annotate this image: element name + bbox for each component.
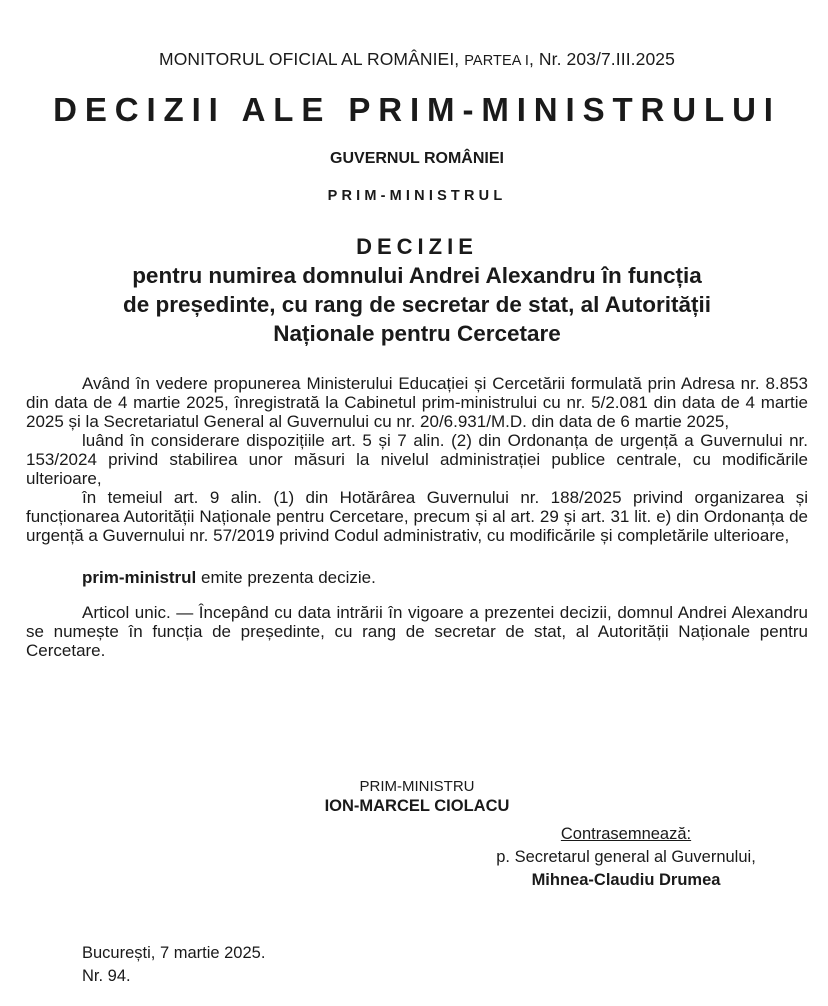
- emits-rest: emite prezenta decizie.: [196, 568, 376, 587]
- gazette-header-issue: , Nr. 203/7.III.2025: [528, 49, 675, 69]
- preamble-paragraph: luând în considerare dispozițiile art. 5 și 7 alin. (2) din Ordonanța de urgență a Guvernului nr. 153/2024 privind stabilirea unor măsuri la nivelul administrației publice centrale, cu modificările ulterioare,: [26, 431, 808, 488]
- countersign-role: p. Secretarul general al Guvernului,: [496, 848, 756, 866]
- issuer-office: PRIM-MINISTRUL: [327, 188, 507, 204]
- emits-statement: [26, 568, 808, 587]
- decision-title-line: de președinte, cu rang de secretar de stat, al Autorității: [122, 292, 712, 317]
- decision-type: DECIZIE: [356, 234, 478, 259]
- countersign-label: Contrasemnează:: [560, 825, 692, 843]
- decision-number: Nr. 94.: [82, 967, 131, 985]
- gazette-header: [26, 49, 808, 70]
- decision-title-line: pentru numirea domnului Andrei Alexandru în funcția: [132, 263, 702, 288]
- section-title: DECIZII ALE PRIM-MINISTRULUI: [53, 91, 781, 128]
- place-date: București, 7 martie 2025.: [82, 944, 266, 962]
- decision-title: [26, 261, 808, 348]
- preamble-paragraph: Având în vedere propunerea Ministerului Educației și Cercetării formulată prin Adresa nr. 8.853 din data de 4 martie 2025, înregistrată la Cabinetul prim-ministrului cu nr. 5/2.081 din data de 4 martie 2025 și la Secretariatul General al Guvernului cu nr. 20/6.931/M.D. din data de 6 martie 2025,: [26, 374, 808, 431]
- emits-subject: prim-ministrul: [82, 568, 197, 587]
- preamble-paragraph: în temeiul art. 9 alin. (1) din Hotărârea Guvernului nr. 188/2025 privind organizarea și funcționarea Autorității Naționale pentru Cercetare, precum și al art. 29 și art. 31 lit. e) din Ordonanța de urgență a Guvernului nr. 57/2019 privind Codul administrativ, cu modificările și completările ulterioare,: [26, 488, 808, 545]
- countersign-name: Mihnea-Claudiu Drumea: [531, 871, 721, 889]
- gazette-header-part: PARTEA I: [464, 53, 529, 69]
- countersignature: [440, 823, 812, 892]
- decision-title-line: Naționale pentru Cercetare: [273, 321, 561, 346]
- signatory-name: ION-MARCEL CIOLACU: [324, 797, 510, 815]
- article-unique: Articol unic. — Începând cu data intrării în vigoare a prezentei decizii, domnul Andrei Alexandru se numește în funcția de președinte, cu rang de secretar de stat, al Autorității Naționale pentru Cercetare.: [26, 603, 808, 660]
- gazette-header-title: MONITORUL OFICIAL AL ROMÂNIEI,: [159, 49, 465, 69]
- signatory-role: PRIM-MINISTRU: [359, 778, 475, 795]
- issuer-government: GUVERNUL ROMÂNIEI: [330, 150, 504, 167]
- decision-body: [26, 374, 808, 660]
- decision-footer: [82, 942, 265, 988]
